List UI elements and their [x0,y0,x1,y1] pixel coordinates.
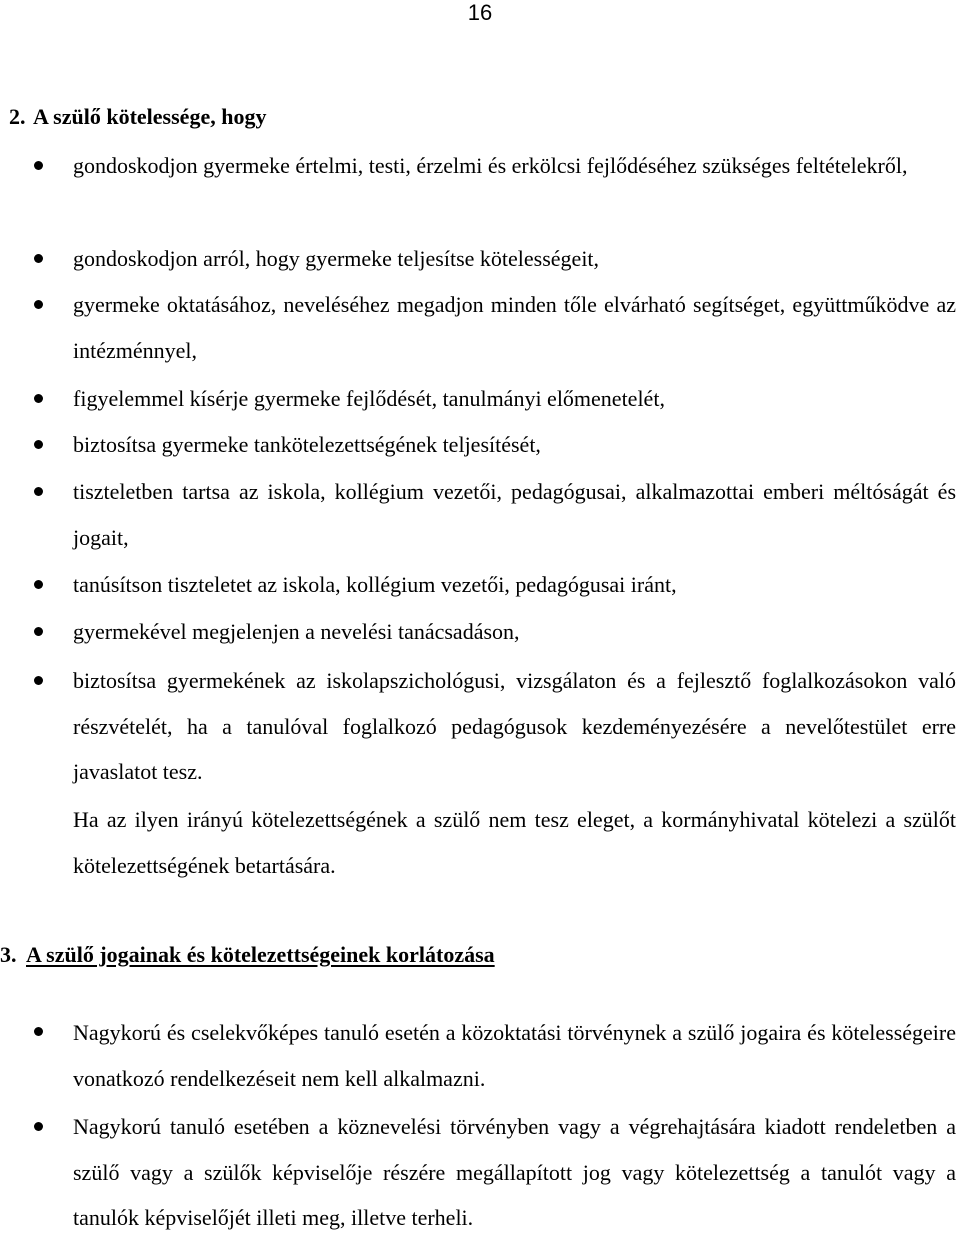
bullet-icon [34,300,43,309]
list-item: biztosítsa gyermekének az iskolapszichológusi, vizsgálaton és a fejlesztő foglalkozásokon való részvételét, ha a tanulóval foglalkozó pedagógusok kezdeményezésére a nevelőtestület erre javaslatot tesz. [73,668,956,784]
list-item: gyermeke oktatásához, neveléséhez megadjon minden tőle elvárható segítséget, együttműködve az intézménnyel, [73,292,956,363]
section-3-heading [0,940,495,970]
bullet-icon [34,1122,43,1131]
section-2-note: Ha az ilyen irányú kötelezettségének a szülő nem tesz eleget, a kormányhivatal kötelezi a szülőt kötelezettségének betartására. [73,807,956,878]
section-2-number: 2. [9,104,26,129]
page-number: 16 [467,0,493,25]
section-2-heading [9,102,266,132]
list-item: gondoskodjon arról, hogy gyermeke teljesítse kötelességeit, [73,246,600,271]
bullet-icon [34,627,43,636]
section-3-title: A szülő jogainak és kötelezettségeinek korlátozása [26,942,495,967]
list-item: Nagykorú és cselekvőképes tanuló esetén a közoktatási törvénynek a szülő jogaira és kötelességeire vonatkozó rendelkezéseit nem kell alkalmazni. [73,1020,956,1091]
bullet-icon [34,440,43,449]
list-item: biztosítsa gyermeke tankötelezettségének teljesítését, [73,432,541,457]
list-item: figyelemmel kísérje gyermeke fejlődését, tanulmányi előmenetelét, [73,386,665,411]
list-item: gondoskodjon gyermeke értelmi, testi, érzelmi és erkölcsi fejlődéséhez szükséges feltételekről, [73,153,908,178]
bullet-icon [34,394,43,403]
bullet-icon [34,1027,43,1036]
bullet-icon [34,254,43,263]
section-2-title: A szülő kötelessége, hogy [33,104,267,129]
list-item: tanúsítson tiszteletet az iskola, kollégium vezetői, pedagógusai iránt, [73,572,677,597]
bullet-icon [34,580,43,589]
bullet-icon [34,487,43,496]
list-item: gyermekével megjelenjen a nevelési tanácsadáson, [73,619,520,644]
section-3-number: 3. [0,942,17,967]
bullet-icon [34,161,43,170]
list-item: Nagykorú tanuló esetében a köznevelési törvényben vagy a végrehajtására kiadott rendeletben a szülő vagy a szülők képviselője részére megállapított jog vagy kötelezettség a tanulót vagy a tanulók képviselőjét illeti meg, illetve terheli. [73,1114,956,1230]
bullet-icon [34,676,43,685]
list-item: tiszteletben tartsa az iskola, kollégium vezetői, pedagógusai, alkalmazottai emberi méltóságát és jogait, [73,479,956,550]
